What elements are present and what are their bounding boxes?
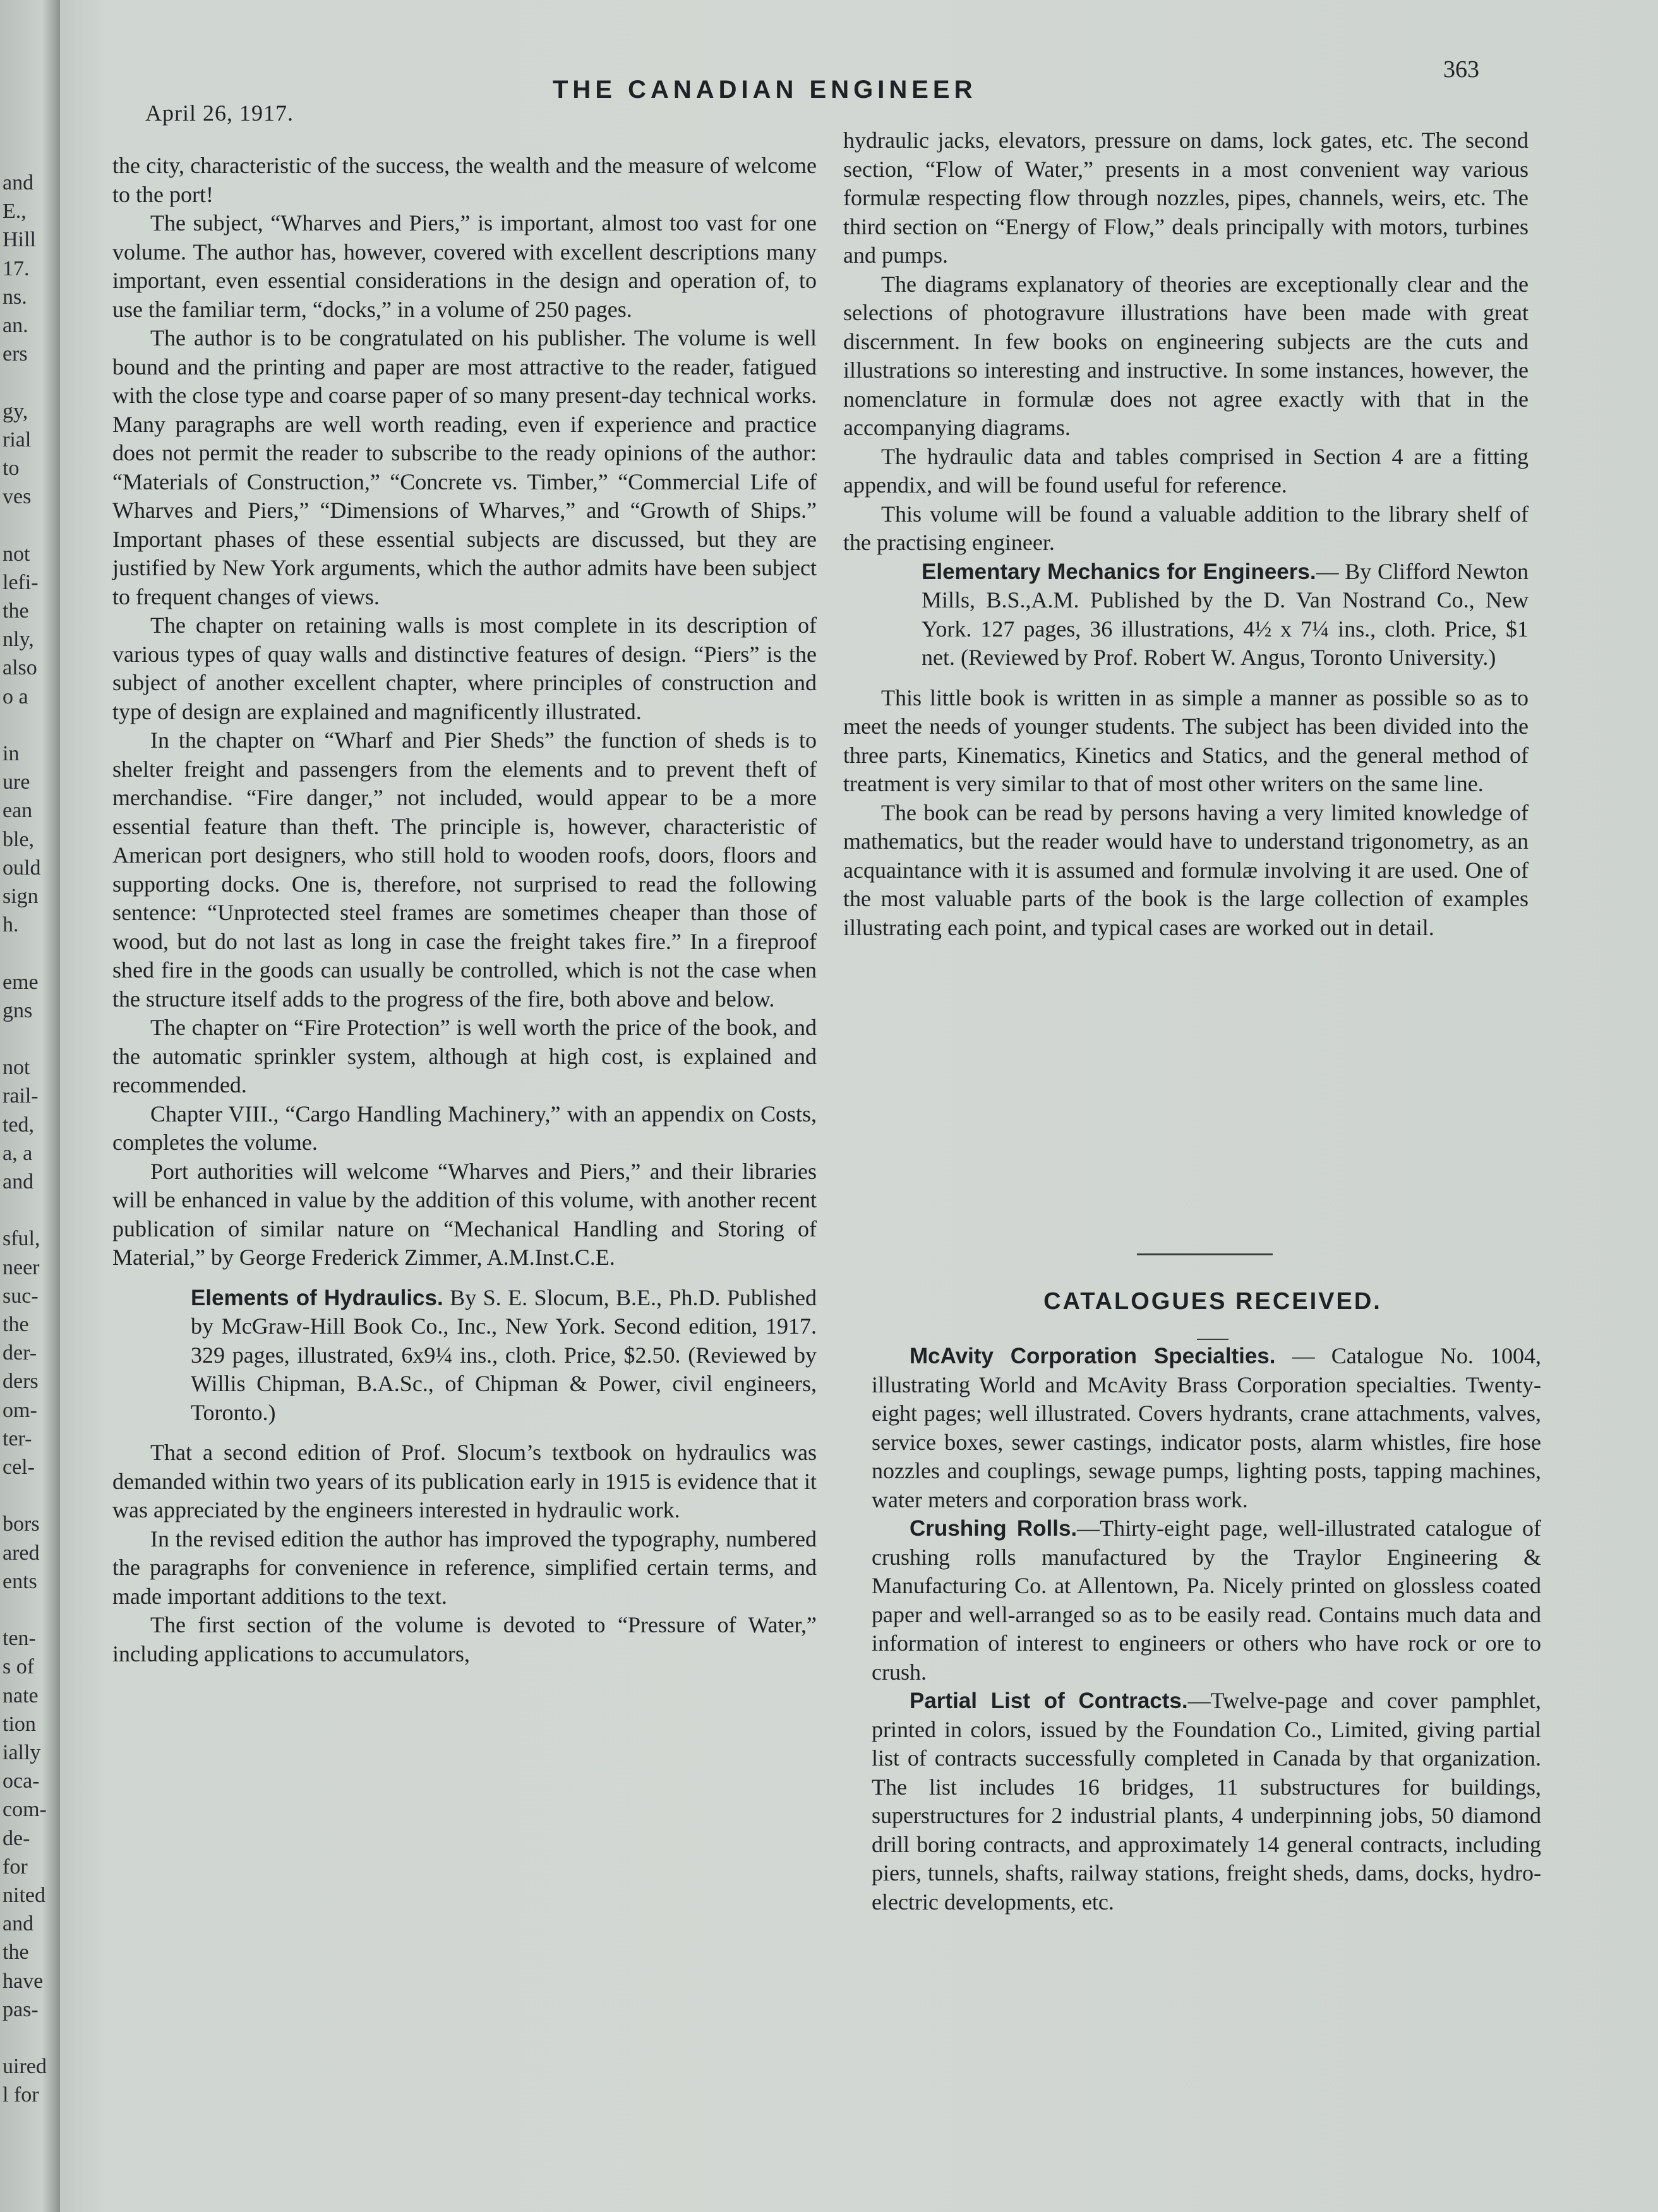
- gutter-fragment: the: [3, 599, 29, 623]
- gutter-fragment: for: [3, 1855, 28, 1879]
- paragraph: The book can be read by persons having a very limited knowledge of mathematics, but the reader would have to understand trigonometry, as an acquaintance with it is assumed and formulæ involving it are used. One of the most valuable parts of the book is the large collection of examples illustrating each point, and typical cases are worked out in detail.: [843, 799, 1529, 940]
- gutter-fragment: not: [3, 1056, 30, 1080]
- gutter-fragment: o a: [3, 685, 28, 708]
- gutter-fragment: ble,: [3, 827, 35, 851]
- paragraph: The hydraulic data and tables comprised in Section 4 are a fitting appendix, and will be found useful for reference.: [843, 443, 1529, 498]
- review-citation: [843, 558, 1529, 673]
- page-number: 363: [1443, 56, 1479, 83]
- gutter-fragment: ter-: [3, 1426, 32, 1450]
- paragraph: The subject, “Wharves and Piers,” is important, almost too vast for one volume. The author has, however, covered with excellent descriptions many important, even essential considerations in the design and operation of, to use the familiar term, “docks,” in a volume of 250 pages.: [112, 210, 817, 322]
- gutter-fragment: eme: [3, 970, 39, 994]
- gutter-fragment: sful,: [3, 1227, 40, 1251]
- catalogues-list: [872, 1342, 1541, 1916]
- journal-title: THE CANADIAN ENGINEER: [553, 76, 977, 104]
- gutter-fragment: uired: [3, 2055, 47, 2079]
- gutter-fragment: and: [3, 1170, 34, 1193]
- paragraph: the city, characteristic of the success, the wealth and the measure of welcome to the port!: [112, 153, 817, 207]
- catalogue-title: Partial List of Contracts.: [910, 1689, 1188, 1713]
- catalogue-text: —Thirty-eight page, well-illustrated catalogue of crushing rolls manufactured by the Traylor Engineering & Manufacturing Co. at Allentown, Pa. Nicely printed on glossless coated paper and well-arranged so as to be easily read. Contains much data and information of interest to engineers or others who have rock or ore to crush.: [872, 1516, 1542, 1685]
- gutter-fragment: also: [3, 656, 37, 680]
- gutter-fragment: ders: [3, 1370, 39, 1394]
- gutter-fragment: to: [3, 457, 20, 480]
- paragraph: The first section of the volume is devoted to “Pressure of Water,” including applications to accumulators,: [112, 1612, 817, 1666]
- catalogue-text: — Catalogue No. 1004, illustrating World and McAvity Brass Corporation specialties. Twenty-eight pages; well illustrated. Covers hydrants, crane attachments, valves, service boxes, sewer castings, indicator posts, alarm whistles, fire hose nozzles and couplings, sewage pumps, lighting posts, tapping machines, water meters and corporation brass work.: [872, 1343, 1542, 1512]
- gutter-fragment: ted,: [3, 1113, 35, 1137]
- gutter-fragment: not: [3, 542, 30, 566]
- gutter-fragment: and: [3, 1912, 34, 1936]
- gutter-fragment: and: [3, 171, 34, 194]
- paragraph: The diagrams explanatory of theories are exceptionally clear and the selections of photogravure illustrations have been made with great discernment. In few books on engineering subjects are the cuts and illustrations so interesting and instructive. In some instances, however, the nomenclature in formulæ does not agree exactly with that in the accompanying diagrams.: [843, 271, 1529, 440]
- gutter-fragment: an.: [3, 314, 28, 337]
- gutter-fragment: pas-: [3, 1997, 39, 2021]
- review-heading: Elementary Mechanics for Engineers.: [922, 559, 1316, 584]
- gutter-fragment: cel-: [3, 1456, 35, 1479]
- gutter-fragment: the: [3, 1313, 29, 1336]
- left-column: [112, 152, 817, 1668]
- review-details: — By Clifford Newton Mills, B.S.,A.M. Published by the D. Van Nostrand Co., New York. 127 pages, 36 illustrations, 4½ x 7¼ ins., cloth. Price, $1 net. (Reviewed by Prof. Robert W. Angus, Toronto University.): [922, 558, 1529, 670]
- gutter-fragment: nly,: [3, 628, 34, 652]
- issue-date: April 26, 1917.: [145, 100, 294, 126]
- catalogue-text: —Twelve-page and cover pamphlet, printed in colors, issued by the Foundation Co., Limited, giving partial list of contracts successfully completed in Canada by that organization. The list includes 16 bridges, 11 substructures for buildings, superstructures for 2 industrial plants, 4 underpinning jobs, 50 diamond drill boring contracts, and approximately 14 general contracts, including piers, tunnels, shafts, railway stations, freight sheds, dams, docks, hydro-electric developments, etc.: [872, 1688, 1541, 1915]
- gutter-fragment: ten-: [3, 1627, 36, 1651]
- gutter-fragment: lefi-: [3, 570, 39, 594]
- gutter-fragment: tion: [3, 1712, 36, 1736]
- gutter-fragment: l for: [3, 2083, 39, 2107]
- review-heading: Elements of Hydraulics.: [191, 1285, 443, 1310]
- paragraph: This little book is written in as simple a manner as possible so as to meet the needs of younger students. The subject has been divided into the three parts, Kinematics, Kinetics and Statics, and the general method of treatment is very similar to that of most other writers on the same line.: [843, 685, 1529, 796]
- gutter-fragment: rail-: [3, 1084, 39, 1108]
- gutter-fragment: have: [3, 1969, 44, 1993]
- catalogue-title: Crushing Rolls.: [910, 1516, 1078, 1541]
- gutter-fragment: oca-: [3, 1769, 40, 1793]
- catalogue-item: [872, 1514, 1541, 1687]
- gutter-fragment: ure: [3, 770, 30, 794]
- catalogues-heading: CATALOGUES RECEIVED.: [1043, 1288, 1382, 1315]
- gutter-fragment: sign: [3, 885, 39, 908]
- gutter-fragment: neer: [3, 1255, 40, 1279]
- gutter-fragment: com-: [3, 1798, 47, 1822]
- heading-underline: [1197, 1339, 1228, 1340]
- paragraph: In the revised edition the author has improved the typography, numbered the paragraphs for convenience in reference, simplified certain terms, and made important additions to the text.: [112, 1526, 817, 1609]
- review-details: By S. E. Slocum, B.E., Ph.D. Published by McGraw-Hill Book Co., Inc., New York. Second edition, 1917. 329 pages, illustrated, 6x9¼ ins., cloth. Price, $2.50. (Reviewed by Willis Chipman, B.A.Sc., of Chipman & Power, civil engineers, Toronto.): [191, 1284, 817, 1425]
- gutter-fragment: rial: [3, 427, 32, 451]
- gutter-fragment: om-: [3, 1398, 37, 1422]
- catalogue-item: [872, 1342, 1541, 1514]
- paragraph: Chapter VIII., “Cargo Handling Machinery,” with an appendix on Costs, completes the volume.: [112, 1101, 817, 1155]
- gutter-fragment: bors: [3, 1512, 40, 1536]
- gutter-fragment: 17.: [3, 256, 30, 280]
- gutter-fragment: ns.: [3, 285, 27, 309]
- gutter-fragment: ves: [3, 485, 32, 509]
- gutter-fragment: gy,: [3, 399, 28, 423]
- gutter-fragment: E.,: [3, 200, 27, 224]
- paragraph: That a second edition of Prof. Slocum’s textbook on hydraulics was demanded within two years of its publication early in 1915 is evidence that it was appreciated by the engineers interested in hydraulic work.: [112, 1440, 817, 1522]
- gutter-fragment: suc-: [3, 1284, 39, 1308]
- gutter-fragment: de-: [3, 1826, 30, 1850]
- gutter-fragment: the: [3, 1940, 29, 1964]
- gutter-fragment: a, a: [3, 1141, 33, 1165]
- gutter-fragment: ared: [3, 1541, 40, 1565]
- gutter-fragment: ially: [3, 1741, 41, 1764]
- paragraph: This volume will be found a valuable addition to the library shelf of the practising engineer.: [843, 501, 1529, 555]
- review-citation: [112, 1284, 817, 1428]
- gutter-fragment: nited: [3, 1884, 45, 1907]
- paragraph: The chapter on retaining walls is most complete in its description of various types of quay walls and distinctive features of design. “Piers” is the subject of another excellent chapter, where principles of construction and type of design are explained and magnificently illustrated.: [112, 613, 817, 724]
- gutter-fragment: Hill: [3, 228, 36, 252]
- paragraph: Port authorities will welcome “Wharves and Piers,” and their libraries will be enhanced in value by the addition of this volume, with another recent publication of similar nature on “Mechanical Handling and Storing of Material,” by George Frederick Zimmer, A.M.Inst.C.E.: [112, 1158, 817, 1270]
- gutter-fragment: s of: [3, 1655, 35, 1679]
- right-column: [843, 126, 1529, 942]
- gutter-fragment: ould: [3, 856, 41, 880]
- gutter-fragment: gns: [3, 998, 33, 1022]
- previous-page-gutter: [0, 0, 60, 2212]
- catalogue-title: McAvity Corporation Specialties.: [910, 1344, 1276, 1368]
- gutter-fragment: ean: [3, 799, 33, 823]
- gutter-fragment: in: [3, 742, 20, 765]
- gutter-fragment: h.: [3, 913, 19, 937]
- paragraph: hydraulic jacks, elevators, pressure on dams, lock gates, etc. The second section, “Flow of Water,” presents in a most convenient way various formulæ respecting flow through nozzles, pipes, channels, weirs, etc. The third section on “Energy of Flow,” deals principally with motors, turbines and pumps.: [843, 128, 1529, 268]
- paragraph: In the chapter on “Wharf and Pier Sheds” the function of sheds is to shelter freight and passengers from the elements and to prevent theft of merchandise. “Fire danger,” not included, would appear to be a more essential feature than theft. The principle is, however, characteristic of American port designers, who still hold to wooden roofs, doors, floors and supporting docks. One is, therefore, not surprised to read the following sentence: “Unprotected steel frames are sometimes cheaper than those of wood, but do not last as long in case the freight takes fire.” In a fireproof shed fire in the goods can usually be controlled, which is not the case when the structure itself adds to the progress of the fire, both above and below.: [112, 727, 817, 1012]
- paragraph: The chapter on “Fire Protection” is well worth the price of the book, and the automatic sprinkler system, although at high cost, is explained and recommended.: [112, 1015, 817, 1097]
- catalogue-item: [872, 1687, 1541, 1916]
- gutter-fragment: der-: [3, 1341, 37, 1365]
- gutter-fragment: ents: [3, 1569, 37, 1593]
- gutter-fragment: ers: [3, 342, 28, 366]
- section-divider: [1137, 1253, 1273, 1255]
- gutter-fragment: nate: [3, 1683, 39, 1707]
- paragraph: The author is to be congratulated on his publisher. The volume is well bound and the printing and paper are most attractive to the reader, fatigued with the close type and coarse paper of so many present-day technical works. Many paragraphs are well worth reading, even if experience and practice does not permit the reader to subscribe to the ready opinions of the author: “Materials of Construction,” “Concrete vs. Timber,” “Commercial Life of Wharves and Piers,” “Dimensions of Wharves,” and “Growth of Ships.” Important phases of these essential subjects are discussed, but they are justified by New York arguments, which the author admits have been subject to frequent changes of views.: [112, 325, 817, 609]
